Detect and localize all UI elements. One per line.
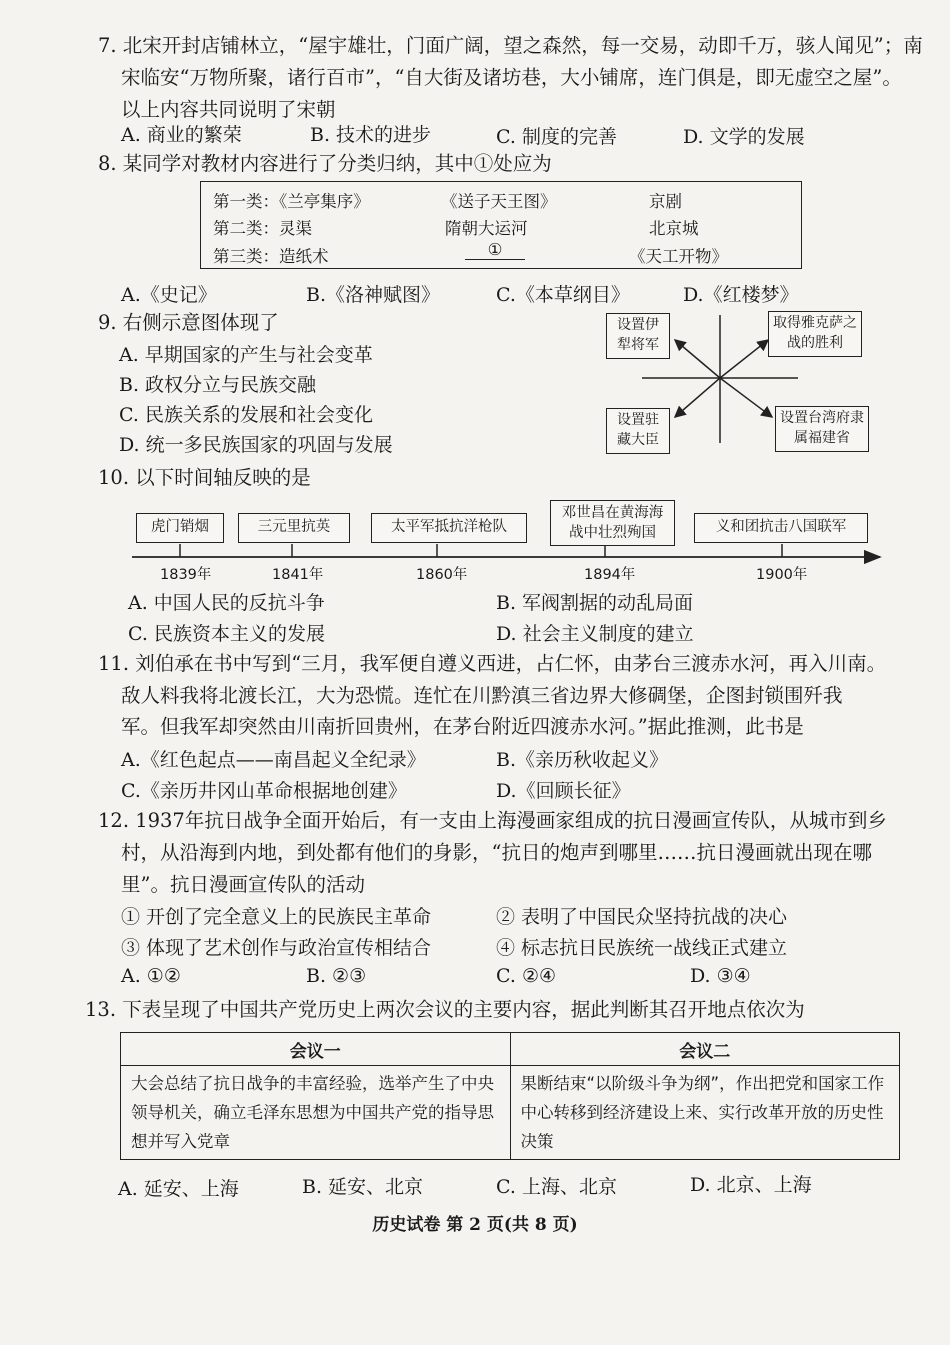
q8-blank-marker: ①: [465, 240, 525, 260]
q13-cell-meeting2: 果断结束“以阶级斗争为纲”，作出把党和国家工作中心转移到经济建设上来、实行改革开放的历史性决策: [510, 1066, 900, 1160]
q10-option-d: D. 社会主义制度的建立: [496, 623, 694, 645]
q8-option-c: C.《本草纲目》: [496, 284, 630, 306]
q13-meeting-table: [120, 1032, 900, 1160]
page-footer: 历史试卷 第 2 页(共 8 页): [372, 1215, 578, 1235]
q10-event-1: 虎门销烟: [136, 513, 224, 543]
q10-option-b: B. 军阀割据的动乱局面: [496, 592, 694, 614]
q12-item-1: ① 开创了完全意义上的民族民主革命: [121, 906, 432, 928]
q10-year-1: 1839年: [160, 567, 212, 583]
q12-option-b: B. ②③: [306, 965, 367, 987]
q10-year-5: 1900年: [756, 567, 808, 583]
q9-node-taiwan-prefecture: 设置台湾府隶属福建省: [775, 406, 869, 452]
q12-item-4: ④ 标志抗日民族统一战线正式建立: [496, 937, 788, 959]
q13-option-a: A. 延安、上海: [118, 1178, 239, 1200]
q7-line2: 宋临安“万物所聚，诸行百市”，“自大街及诸坊巷，大小铺席，连门俱是，即无虚空之屋”。: [121, 66, 902, 89]
q10-year-4: 1894年: [584, 567, 636, 583]
q10-year-2: 1841年: [272, 567, 324, 583]
q10-option-c: C. 民族资本主义的发展: [128, 623, 325, 645]
q10-event-5: 义和团抗击八国联军: [694, 513, 868, 543]
q12-item-3: ③ 体现了艺术创作与政治宣传相结合: [121, 937, 432, 959]
q12-item-2: ② 表明了中国民众坚持抗战的决心: [496, 906, 788, 928]
q11-option-a: A.《红色起点——南昌起义全纪录》: [121, 749, 426, 771]
q8-option-a: A.《史记》: [121, 284, 217, 306]
q8-row2-col1: 第二类：灵渠: [213, 219, 312, 238]
q8-option-b: B.《洛神赋图》: [306, 284, 441, 306]
q8-row1-col3: 京剧: [649, 192, 682, 211]
q10-option-a: A. 中国人民的反抗斗争: [128, 592, 325, 614]
q9-stem: 9. 右侧示意图体现了: [98, 311, 279, 334]
q13-stem: 13. 下表呈现了中国共产党历史上两次会议的主要内容，据此判断其召开地点依次为: [85, 998, 805, 1021]
q11-option-b: B.《亲历秋收起义》: [496, 749, 669, 771]
q9-option-d: D. 统一多民族国家的巩固与发展: [119, 434, 393, 456]
q12-option-d: D. ③④: [690, 965, 751, 987]
q10-event-4: 邓世昌在黄海海战中壮烈殉国: [550, 500, 675, 546]
q8-row1-col1: 第一类：《兰亭集序》: [213, 192, 370, 211]
q9-option-b: B. 政权分立与民族交融: [119, 374, 317, 396]
q10-year-3: 1860年: [416, 567, 468, 583]
q11-line3: 军。但我军却突然由川南折回贵州，在茅台附近四渡赤水河。”据此推测，此书是: [121, 715, 804, 738]
q12-line3: 里”。抗日漫画宣传队的活动: [121, 873, 365, 896]
q8-row3-col1: 第三类：造纸术: [213, 247, 329, 266]
q12-line2: 村，从沿海到内地，到处都有他们的身影，“抗日的炮声到哪里……抗日漫画就出现在哪: [121, 841, 872, 864]
q7-option-c: C. 制度的完善: [496, 126, 617, 148]
q13-header-meeting2: 会议二: [510, 1033, 900, 1066]
q10-event-2: 三元里抗英: [238, 513, 350, 543]
q12-option-a: A. ①②: [121, 965, 181, 987]
q11-line1: 11. 刘伯承在书中写到“三月，我军便自遵义西进，占仁怀，由茅台三渡赤水河，再入川南。: [98, 652, 887, 675]
q9-node-yaksa-victory: 取得雅克萨之战的胜利: [768, 311, 862, 357]
q7-option-a: A. 商业的繁荣: [121, 124, 242, 146]
q8-row2-col3: 北京城: [649, 219, 699, 238]
q13-option-b: B. 延安、北京: [302, 1176, 424, 1198]
q7-line3: 以上内容共同说明了宋朝: [121, 98, 336, 121]
q12-line1: 12. 1937年抗日战争全面开始后，有一支由上海漫画家组成的抗日漫画宣传队，从城市到乡: [98, 809, 887, 832]
q8-classification-box: [200, 181, 802, 269]
q7-line1: 7. 北宋开封店铺林立，“屋宇雄壮，门面广阔，望之森然，每一交易，动即千万，骇人闻见”；南: [98, 34, 923, 57]
q8-row2-col2: 隋朝大运河: [445, 219, 528, 238]
q9-node-tibet-minister: 设置驻藏大臣: [606, 408, 670, 454]
q8-row3-col3: 《天工开物》: [629, 247, 728, 266]
q11-line2: 敌人料我将北渡长江，大为恐慌。连忙在川黔滇三省边界大修碉堡，企图封锁围歼我: [121, 684, 843, 707]
q11-option-c: C.《亲历井冈山革命根据地创建》: [121, 780, 407, 802]
q9-option-c: C. 民族关系的发展和社会变化: [119, 404, 373, 426]
q13-header-meeting1: 会议一: [121, 1033, 511, 1066]
q13-option-c: C. 上海、北京: [496, 1176, 617, 1198]
q11-option-d: D.《回顾长征》: [496, 780, 631, 802]
q7-option-d: D. 文学的发展: [683, 126, 805, 148]
q12-option-c: C. ②④: [496, 965, 557, 987]
q8-row1-col2: 《送子天王图》: [441, 192, 557, 211]
q7-option-b: B. 技术的进步: [310, 124, 432, 146]
q9-node-ili-general: 设置伊犁将军: [606, 313, 670, 359]
q13-cell-meeting1: 大会总结了抗日战争的丰富经验，选举产生了中央领导机关，确立毛泽东思想为中国共产党的指导思想并写入党章: [121, 1066, 511, 1160]
q8-option-d: D.《红楼梦》: [683, 284, 799, 306]
q10-event-3: 太平军抵抗洋枪队: [371, 513, 527, 543]
q9-option-a: A. 早期国家的产生与社会变革: [119, 344, 373, 366]
q13-option-d: D. 北京、上海: [690, 1174, 812, 1196]
q10-stem: 10. 以下时间轴反映的是: [98, 466, 311, 489]
q8-stem: 8. 某同学对教材内容进行了分类归纳，其中①处应为: [98, 152, 552, 175]
